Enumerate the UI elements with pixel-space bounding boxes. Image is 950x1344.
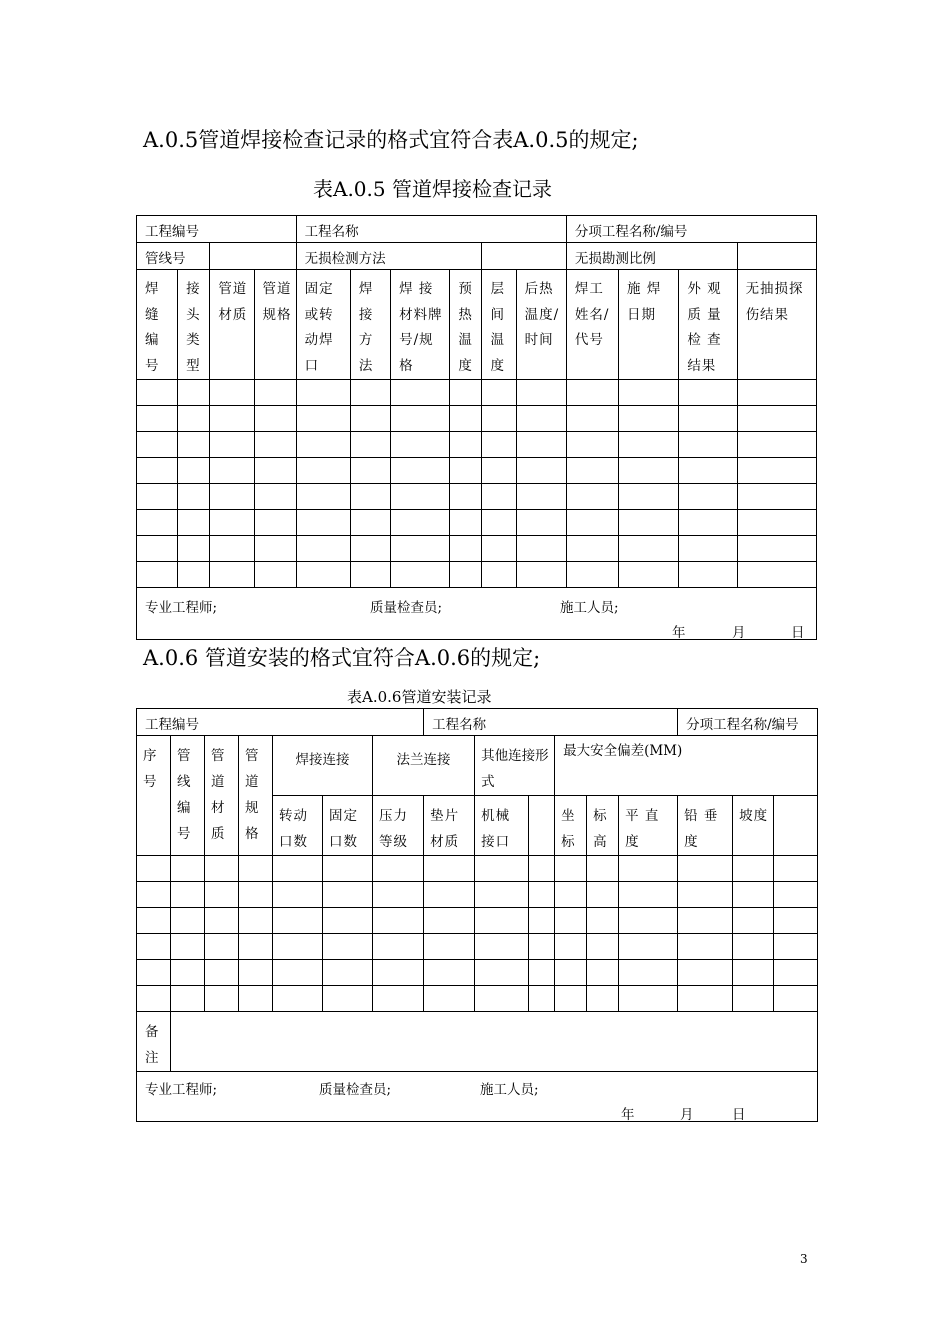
a05-table-cell[interactable] — [296, 380, 350, 406]
a06-table-cell[interactable] — [424, 934, 475, 960]
a06-table-cell[interactable] — [678, 908, 733, 934]
a05-header-cell: 后热温度/时间 — [524, 281, 560, 348]
a06-table-cell[interactable] — [323, 856, 373, 882]
a06-table-cell[interactable] — [273, 960, 323, 986]
a05-table-cell[interactable] — [566, 510, 618, 536]
a06-table-cell[interactable] — [555, 882, 587, 908]
a06-table-cell[interactable] — [587, 856, 619, 882]
a06-table-cell[interactable] — [205, 986, 239, 1012]
a06-subheader-cell — [774, 796, 817, 803]
a05-table-cell[interactable] — [566, 458, 618, 484]
a06-table-cell[interactable] — [733, 908, 774, 934]
a05-ndt-method-label: 无损检测方法 — [304, 251, 386, 267]
a05-table-cell[interactable] — [679, 510, 737, 536]
a06-table-cell[interactable] — [171, 934, 205, 960]
a06-table-cell[interactable] — [205, 934, 239, 960]
section-a06-heading: A.0.6 管道安装的格式宜符合A.0.6的规定; — [143, 646, 541, 670]
a05-table-cell[interactable] — [619, 562, 679, 588]
a06-header-cell: 其他连接形式 — [481, 748, 549, 790]
a06-table-cell[interactable] — [205, 908, 239, 934]
a05-table-cell[interactable] — [737, 406, 816, 432]
a05-table-cell[interactable] — [391, 484, 450, 510]
a05-table-cell[interactable] — [482, 458, 516, 484]
a06-table-cell[interactable] — [774, 934, 818, 960]
a05-table-cell[interactable] — [619, 380, 679, 406]
a05-table-cell[interactable] — [566, 484, 618, 510]
a06-table-cell[interactable] — [373, 960, 424, 986]
a05-table-cell[interactable] — [566, 536, 618, 562]
a06-month-label: 月 — [680, 1107, 694, 1122]
a06-table-cell[interactable] — [733, 960, 774, 986]
a05-table-cell[interactable] — [137, 536, 178, 562]
a05-header-cell: 层间温度 — [490, 281, 505, 374]
a05-table-cell[interactable] — [254, 406, 296, 432]
a06-table-cell[interactable] — [373, 882, 424, 908]
a06-table-cell[interactable] — [205, 882, 239, 908]
a05-table-cell[interactable] — [450, 562, 482, 588]
a05-table-cell[interactable] — [210, 562, 254, 588]
a05-table-cell[interactable] — [482, 510, 516, 536]
a05-header-cell: 焊 接材料牌号/规格 — [399, 281, 443, 374]
a05-table-cell[interactable] — [210, 458, 254, 484]
a06-table-cell[interactable] — [678, 882, 733, 908]
a05-table-cell[interactable] — [210, 432, 254, 458]
a06-table-row — [137, 934, 818, 960]
table-a05 — [136, 215, 817, 640]
a06-table-cell[interactable] — [373, 856, 424, 882]
a05-header-cell: 预热温度 — [458, 281, 473, 374]
a06-table-cell[interactable] — [619, 908, 678, 934]
a05-table-cell[interactable] — [296, 432, 350, 458]
a05-worker-label: 施工人员; — [560, 600, 619, 616]
a05-table-cell[interactable] — [679, 484, 737, 510]
a06-table-cell[interactable] — [475, 960, 529, 986]
a05-table-cell[interactable] — [137, 510, 178, 536]
a05-table-cell[interactable] — [254, 536, 296, 562]
a06-table-cell[interactable] — [424, 986, 475, 1012]
a06-table-cell[interactable] — [239, 986, 273, 1012]
a05-table-cell[interactable] — [296, 458, 350, 484]
a05-header-cell: 焊工姓名/代号 — [574, 281, 610, 348]
a06-table-cell[interactable] — [587, 908, 619, 934]
a05-year-label: 年 — [672, 625, 686, 640]
a05-table-row — [137, 536, 817, 562]
a06-table-cell[interactable] — [619, 986, 678, 1012]
a05-month-label: 月 — [732, 625, 746, 640]
a06-table-cell[interactable] — [239, 960, 273, 986]
a06-subheader-cell: 固定口数 — [329, 808, 358, 850]
a06-table-row — [137, 986, 818, 1012]
a06-project-name-label: 工程名称 — [432, 717, 487, 733]
a05-table-cell[interactable] — [137, 380, 178, 406]
a05-table-cell[interactable] — [450, 432, 482, 458]
a06-table-cell[interactable] — [171, 986, 205, 1012]
a05-table-cell[interactable] — [737, 380, 816, 406]
a05-table-cell[interactable] — [254, 380, 296, 406]
a05-table-cell[interactable] — [391, 510, 450, 536]
a06-table-cell[interactable] — [555, 960, 587, 986]
a06-table-cell[interactable] — [619, 882, 678, 908]
a05-table-cell[interactable] — [296, 510, 350, 536]
a05-table-cell[interactable] — [137, 562, 178, 588]
a05-header-cell: 焊缝编号 — [145, 281, 160, 374]
a06-table-cell[interactable] — [529, 908, 555, 934]
a05-table-cell[interactable] — [254, 510, 296, 536]
a05-table-cell[interactable] — [450, 510, 482, 536]
a05-table-cell[interactable] — [391, 432, 450, 458]
a06-table-cell[interactable] — [171, 908, 205, 934]
a06-table-cell[interactable] — [373, 986, 424, 1012]
a05-table-cell[interactable] — [679, 458, 737, 484]
a05-table-cell[interactable] — [482, 484, 516, 510]
a06-table-cell[interactable] — [774, 882, 818, 908]
a06-table-cell[interactable] — [733, 882, 774, 908]
a06-table-cell[interactable] — [137, 986, 171, 1012]
a05-table-cell[interactable] — [679, 406, 737, 432]
a06-table-cell[interactable] — [137, 960, 171, 986]
a05-table-cell[interactable] — [296, 406, 350, 432]
a05-header-cell: 无抽损探伤结果 — [745, 281, 804, 323]
a06-table-cell[interactable] — [475, 908, 529, 934]
a06-table-cell[interactable] — [171, 882, 205, 908]
a06-table-row — [137, 856, 818, 882]
a06-header-cell: 最大安全偏差(MM) — [563, 743, 683, 759]
a06-subheader-cell: 坡度 — [739, 808, 769, 824]
a05-table-cell[interactable] — [482, 562, 516, 588]
a06-table-cell[interactable] — [137, 882, 171, 908]
a06-table-cell[interactable] — [587, 882, 619, 908]
a06-table-cell[interactable] — [239, 856, 273, 882]
a05-table-cell[interactable] — [516, 458, 566, 484]
a06-table-cell[interactable] — [205, 960, 239, 986]
a06-table-cell[interactable] — [373, 934, 424, 960]
a06-table-cell[interactable] — [424, 908, 475, 934]
a06-table-cell[interactable] — [323, 960, 373, 986]
a06-table-cell[interactable] — [137, 908, 171, 934]
a05-table-cell[interactable] — [350, 432, 390, 458]
a05-table-cell[interactable] — [516, 432, 566, 458]
a05-table-cell[interactable] — [210, 484, 254, 510]
a06-data-rows — [137, 856, 818, 1012]
a06-table-cell[interactable] — [273, 934, 323, 960]
a06-table-cell[interactable] — [239, 934, 273, 960]
table-a06 — [136, 708, 818, 1122]
a05-table-cell[interactable] — [178, 510, 210, 536]
a05-table-cell[interactable] — [350, 536, 390, 562]
a06-table-cell[interactable] — [475, 986, 529, 1012]
a05-table-cell[interactable] — [566, 432, 618, 458]
a06-day-label: 日 — [732, 1107, 746, 1122]
a06-table-cell[interactable] — [678, 934, 733, 960]
a05-table-cell[interactable] — [516, 562, 566, 588]
a06-subheader-cell: 转动口数 — [279, 808, 308, 850]
a06-table-cell[interactable] — [273, 908, 323, 934]
a05-engineer-label: 专业工程师; — [145, 600, 218, 616]
a06-table-cell[interactable] — [273, 856, 323, 882]
a05-table-cell[interactable] — [254, 562, 296, 588]
a05-table-cell[interactable] — [296, 536, 350, 562]
a06-table-cell[interactable] — [733, 856, 774, 882]
a05-table-cell[interactable] — [178, 432, 210, 458]
a05-table-cell[interactable] — [254, 432, 296, 458]
a05-table-cell[interactable] — [482, 536, 516, 562]
a05-header-cell: 施 焊日期 — [627, 281, 662, 323]
a05-header-cell: 接头类型 — [186, 281, 201, 374]
a06-table-cell[interactable] — [774, 960, 818, 986]
a06-worker-label: 施工人员; — [480, 1082, 539, 1098]
a06-table-cell[interactable] — [733, 986, 774, 1012]
a06-table-cell[interactable] — [171, 960, 205, 986]
a06-subheader-cell: 机械接口 — [481, 808, 511, 850]
a06-table-cell[interactable] — [424, 882, 475, 908]
a05-table-cell[interactable] — [391, 380, 450, 406]
a06-table-cell[interactable] — [205, 856, 239, 882]
a05-project-name-label: 工程名称 — [304, 224, 359, 240]
a05-table-cell[interactable] — [679, 380, 737, 406]
a05-table-cell[interactable] — [619, 406, 679, 432]
a05-table-cell[interactable] — [210, 510, 254, 536]
a06-subheader-cell: 压力等级 — [379, 808, 408, 850]
a06-table-cell[interactable] — [619, 856, 678, 882]
a05-table-row — [137, 432, 817, 458]
a05-table-cell[interactable] — [254, 484, 296, 510]
a05-table-row — [137, 562, 817, 588]
a05-table-cell[interactable] — [391, 406, 450, 432]
a05-table-cell[interactable] — [178, 536, 210, 562]
a05-table-cell[interactable] — [566, 562, 618, 588]
a06-remarks-label: 备注 — [145, 1024, 160, 1066]
a06-table-cell[interactable] — [323, 908, 373, 934]
a06-header-cell: 焊接连接 — [295, 752, 350, 768]
a05-table-cell[interactable] — [482, 380, 516, 406]
a06-table-cell[interactable] — [587, 960, 619, 986]
a06-table-cell[interactable] — [529, 986, 555, 1012]
a05-table-cell[interactable] — [619, 432, 679, 458]
a05-table-cell[interactable] — [450, 536, 482, 562]
a06-subheader-cell: 坐标 — [561, 808, 576, 850]
a05-pipeline-no-label: 管线号 — [145, 251, 186, 267]
table-a06-title: 表A.0.6管道安装记录 — [347, 688, 492, 706]
a05-table-cell[interactable] — [737, 562, 816, 588]
a06-table-cell[interactable] — [555, 986, 587, 1012]
a05-table-cell[interactable] — [737, 458, 816, 484]
a05-data-rows — [137, 380, 817, 588]
a05-table-cell[interactable] — [516, 406, 566, 432]
a05-table-cell[interactable] — [482, 432, 516, 458]
a05-table-cell[interactable] — [679, 432, 737, 458]
a06-table-cell[interactable] — [475, 882, 529, 908]
a05-table-cell[interactable] — [516, 536, 566, 562]
a06-header-cell: 管道规格 — [245, 748, 260, 842]
a06-subheader-cell: 垫片材质 — [430, 808, 460, 850]
a06-table-cell[interactable] — [273, 986, 323, 1012]
a05-table-cell[interactable] — [737, 510, 816, 536]
a05-table-cell[interactable] — [391, 536, 450, 562]
a05-day-label: 日 — [791, 625, 805, 640]
a05-header-cell: 焊接方法 — [358, 281, 374, 374]
a05-table-cell[interactable] — [296, 484, 350, 510]
a05-table-cell[interactable] — [137, 406, 178, 432]
a06-table-cell[interactable] — [529, 856, 555, 882]
a05-table-cell[interactable] — [254, 458, 296, 484]
a06-table-row — [137, 960, 818, 986]
a06-header-cell: 管线编号 — [177, 748, 192, 842]
a05-header-cell: 管道材质 — [218, 281, 248, 323]
a05-table-cell[interactable] — [737, 432, 816, 458]
a06-project-no-label: 工程编号 — [145, 717, 199, 733]
a06-engineer-label: 专业工程师; — [145, 1082, 218, 1098]
a05-table-cell[interactable] — [210, 406, 254, 432]
a05-table-cell[interactable] — [619, 458, 679, 484]
a05-table-cell[interactable] — [391, 458, 450, 484]
a05-table-cell[interactable] — [679, 562, 737, 588]
a05-table-cell[interactable] — [516, 510, 566, 536]
a05-subproject-label: 分项工程名称/编号 — [574, 224, 688, 240]
a05-table-row — [137, 510, 817, 536]
a06-table-cell[interactable] — [555, 934, 587, 960]
a06-table-cell[interactable] — [137, 856, 171, 882]
a06-subheader-cell: 铅 垂度 — [684, 808, 719, 850]
a05-table-cell[interactable] — [566, 406, 618, 432]
a05-table-cell[interactable] — [350, 562, 390, 588]
a06-table-cell[interactable] — [587, 934, 619, 960]
a06-table-cell[interactable] — [239, 908, 273, 934]
a06-header-cell: 序号 — [143, 748, 158, 790]
a05-table-cell[interactable] — [178, 562, 210, 588]
a05-table-cell[interactable] — [350, 406, 390, 432]
a05-table-cell[interactable] — [178, 484, 210, 510]
a05-table-cell[interactable] — [350, 458, 390, 484]
a06-table-cell[interactable] — [733, 934, 774, 960]
a06-table-cell[interactable] — [171, 856, 205, 882]
a06-table-cell[interactable] — [678, 856, 733, 882]
a05-table-cell[interactable] — [210, 536, 254, 562]
a06-table-row — [137, 882, 818, 908]
a05-table-cell[interactable] — [516, 484, 566, 510]
a06-table-cell[interactable] — [323, 882, 373, 908]
a05-table-cell[interactable] — [450, 484, 482, 510]
a06-table-cell[interactable] — [587, 986, 619, 1012]
a06-table-cell[interactable] — [678, 986, 733, 1012]
a06-table-cell[interactable] — [273, 882, 323, 908]
a05-table-cell[interactable] — [350, 380, 390, 406]
a05-table-cell[interactable] — [679, 536, 737, 562]
a06-table-cell[interactable] — [475, 856, 529, 882]
a05-table-cell[interactable] — [450, 458, 482, 484]
a06-table-cell[interactable] — [555, 856, 587, 882]
a05-table-cell[interactable] — [178, 458, 210, 484]
page-number: 3 — [800, 1252, 808, 1266]
a05-header-cell: 管道规格 — [262, 281, 292, 323]
a05-table-cell[interactable] — [516, 380, 566, 406]
a06-table-cell[interactable] — [239, 882, 273, 908]
a05-table-cell[interactable] — [350, 484, 390, 510]
a05-table-row — [137, 484, 817, 510]
a05-table-cell[interactable] — [210, 380, 254, 406]
a06-year-label: 年 — [621, 1107, 635, 1122]
a06-table-cell[interactable] — [323, 934, 373, 960]
a06-table-cell[interactable] — [774, 856, 818, 882]
a05-table-cell[interactable] — [482, 406, 516, 432]
a05-table-cell[interactable] — [137, 458, 178, 484]
a06-subheader-cell: 平 直度 — [625, 808, 660, 850]
table-a05-title: 表A.0.5 管道焊接检查记录 — [313, 177, 552, 201]
a06-table-cell[interactable] — [529, 934, 555, 960]
a05-table-cell[interactable] — [450, 380, 482, 406]
a05-table-cell[interactable] — [619, 510, 679, 536]
a06-inspector-label: 质量检查员; — [319, 1082, 392, 1098]
a05-inspector-label: 质量检查员; — [370, 600, 443, 616]
a05-table-row — [137, 458, 817, 484]
a05-header-cell: 固定或转动焊口 — [304, 281, 334, 374]
a06-table-cell[interactable] — [137, 934, 171, 960]
a05-table-cell[interactable] — [737, 484, 816, 510]
a05-table-cell[interactable] — [178, 380, 210, 406]
a05-table-cell[interactable] — [450, 406, 482, 432]
a06-table-cell[interactable] — [475, 934, 529, 960]
a05-table-cell[interactable] — [178, 406, 210, 432]
a06-table-cell[interactable] — [424, 856, 475, 882]
a05-table-cell[interactable] — [619, 536, 679, 562]
a06-table-cell[interactable] — [774, 986, 818, 1012]
a05-table-cell[interactable] — [137, 484, 178, 510]
a05-project-no-label: 工程编号 — [145, 224, 199, 240]
a06-header-cell: 管道材质 — [211, 748, 226, 842]
a06-subheader-cell: 标高 — [593, 808, 608, 850]
a06-subheader-cell — [529, 796, 554, 803]
a05-table-cell[interactable] — [566, 380, 618, 406]
a05-table-cell[interactable] — [137, 432, 178, 458]
a05-table-cell[interactable] — [350, 510, 390, 536]
a05-table-row — [137, 380, 817, 406]
a06-subproject-label: 分项工程名称/编号 — [686, 717, 799, 733]
a06-table-cell[interactable] — [774, 908, 818, 934]
a05-table-cell[interactable] — [737, 536, 816, 562]
a06-table-cell[interactable] — [678, 960, 733, 986]
a05-ndt-ratio-label: 无损勘测比例 — [574, 251, 656, 267]
a05-table-cell[interactable] — [296, 562, 350, 588]
a05-table-cell[interactable] — [391, 562, 450, 588]
a06-table-cell[interactable] — [619, 960, 678, 986]
a06-table-cell[interactable] — [529, 882, 555, 908]
a06-table-cell[interactable] — [373, 908, 424, 934]
a06-table-cell[interactable] — [323, 986, 373, 1012]
a06-table-cell[interactable] — [555, 908, 587, 934]
a06-header-cell: 法兰连接 — [396, 752, 451, 768]
a06-table-row — [137, 908, 818, 934]
a05-table-cell[interactable] — [619, 484, 679, 510]
a06-remarks-content — [171, 1012, 818, 1072]
a05-header-cell: 外 观质 量检 查结果 — [687, 281, 722, 374]
a06-table-cell[interactable] — [529, 960, 555, 986]
a06-table-cell[interactable] — [424, 960, 475, 986]
a05-table-row — [137, 406, 817, 432]
section-a05-heading: A.0.5管道焊接检查记录的格式宜符合表A.0.5的规定; — [143, 128, 639, 152]
a06-table-cell[interactable] — [619, 934, 678, 960]
